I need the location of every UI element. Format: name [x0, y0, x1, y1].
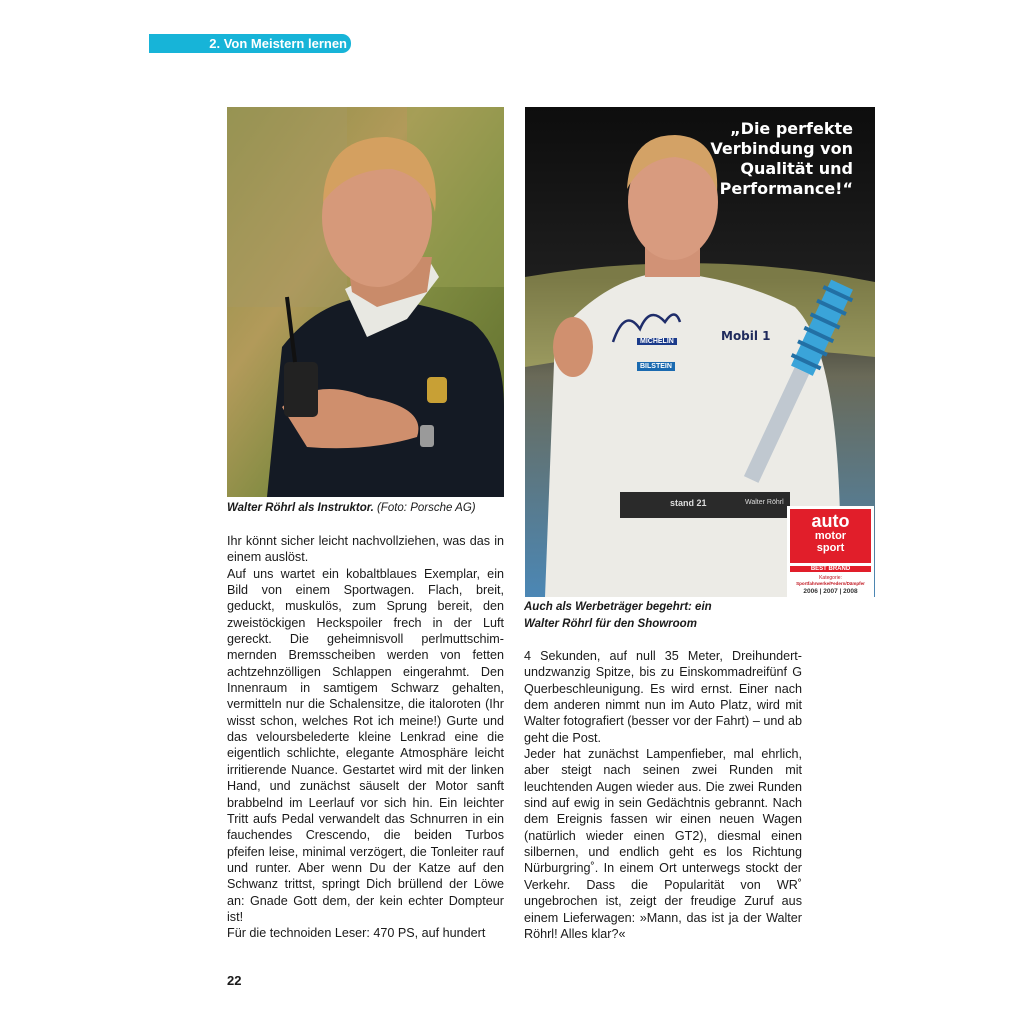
- caption-line: Auch als Werbeträger begehrt: ein: [524, 601, 712, 613]
- body-paragraph: Für die technoiden Leser: 470 PS, auf hundert: [227, 926, 486, 941]
- left-text-column: [227, 533, 504, 942]
- magazine-logo: [790, 509, 871, 563]
- belt-brand: stand 21: [670, 498, 707, 508]
- caption-text: Walter Röhrl als Instruktor.: [227, 502, 374, 514]
- instructor-photo: [227, 107, 504, 497]
- suit-sponsor-michelin: MICHELIN: [637, 338, 677, 345]
- belt-name: Walter Röhrl: [745, 499, 784, 506]
- badge-label: BEST BRAND: [790, 566, 871, 572]
- instructor-photo-caption: [227, 500, 517, 517]
- photo-credit: (Foto: Porsche AG): [373, 502, 476, 514]
- walter-rohrl-portrait-image: [227, 107, 504, 497]
- ad-slogan-line: Qualität und: [740, 159, 853, 178]
- chapter-header: 2. Von Meistern lernen: [149, 34, 351, 53]
- page-number: 22: [227, 973, 242, 988]
- showroom-photo-caption: [524, 599, 804, 633]
- ad-slogan-line: „Die perfekte: [730, 119, 853, 138]
- suit-sponsor-bilstein: BILSTEIN: [637, 362, 675, 371]
- body-paragraph: Jeder hat zunächst Lampenfieber, mal ehrlich, aber steigt nach seinen zwei Runden mit leuchtenden Augen wieder aus. Die zwei Runden sind auf ewig in sein Gedächtnis gebrannt. Nach dem Ereignis fassen wir einen neuen Wagen (natürlich wieder einen GT2), diesmal einen silbernen, und endlich geht es los Richtung Nürburgring˚. In einem Ort unterwegs stockt der Verkehr. Dass die Popularität von WR˚ ungebrochen ist, zeigt der freudige Zuruf aus einem Lieferwagen: »Mann, das ist ja der Walter Röhrl! Alles klar?«: [524, 747, 802, 941]
- showroom-ad-photo: [525, 107, 875, 597]
- magazine-logo-top: auto: [811, 511, 850, 531]
- body-paragraph: Ihr könnt sicher leicht nachvollziehen, was das in einem auslöst.: [227, 534, 504, 565]
- suit-sponsor-mobil1: Mobil 1: [721, 329, 771, 343]
- ad-slogan-line: Performance!“: [719, 179, 853, 198]
- magazine-logo-bottom: sport: [816, 542, 845, 554]
- body-paragraph: 4 Sekunden, auf null 35 Meter, Dreihundertundzwanzig Spitze, bis zu Einskommadreifünf G Querbeschleunigung. Es wird ernst. Einer nach dem anderen nimmt nun im Auto Platz, wird mit Walter fotografiert (besser vor der Fahrt) – und ab geht die Post.: [524, 649, 802, 745]
- badge-years: 2006 | 2007 | 2008: [803, 588, 858, 595]
- badge-category: Kategorie:: [819, 575, 842, 581]
- body-paragraph: Auf uns wartet ein kobaltblaues Exemplar, ein Bild von einem Sportwagen. Flach, breit, geduckt, muskulös, zum Sprung bereit, den zweistöckigen Heckspoiler frech in der Luft gereckt. Die geheimnisvoll perlmuttschimmernden Bremsscheiben werden von fetten achtzehnzölligen Schlappen eingerahmt. Den Innenraum in samtigem Schwarz gehalten, vermitteln nur die Schalensitze, die italoroten (Ihr wisst schon, welches Rot ich meine!) Gurte und das veloursbelederte kleine Lenkrad eine die eigentlich schlichte, elegante Atmosphäre leicht irritierende Nuance. Gestartet wird mit der linken Hand, und zunächst säuselt der Motor sanft brabbelnd im Leerlauf vor sich hin. Ein leichter Tritt aufs Pedal verwandelt das Schnurren in ein fauchendes Crescendo, die beiden Turbos pfeifen leise, minimal verzögert, die Tonleiter rauf und runter. Aber wenn Du der Katze auf den Schwanz trittst, springt Dich brüllend der Löwe an: Gnade Gott dem, der kein echter Dompteur ist!: [227, 566, 504, 924]
- ad-slogan: [710, 119, 853, 199]
- right-text-column: [524, 648, 802, 942]
- caption-line: Walter Röhrl für den Showroom: [524, 618, 697, 630]
- best-brand-badge: [787, 506, 874, 597]
- ad-slogan-line: Verbindung von: [710, 139, 853, 158]
- magazine-logo-middle: motor: [814, 530, 847, 542]
- badge-subcategory: Sportfahrwerke/Federn/Dämpfer: [796, 581, 865, 586]
